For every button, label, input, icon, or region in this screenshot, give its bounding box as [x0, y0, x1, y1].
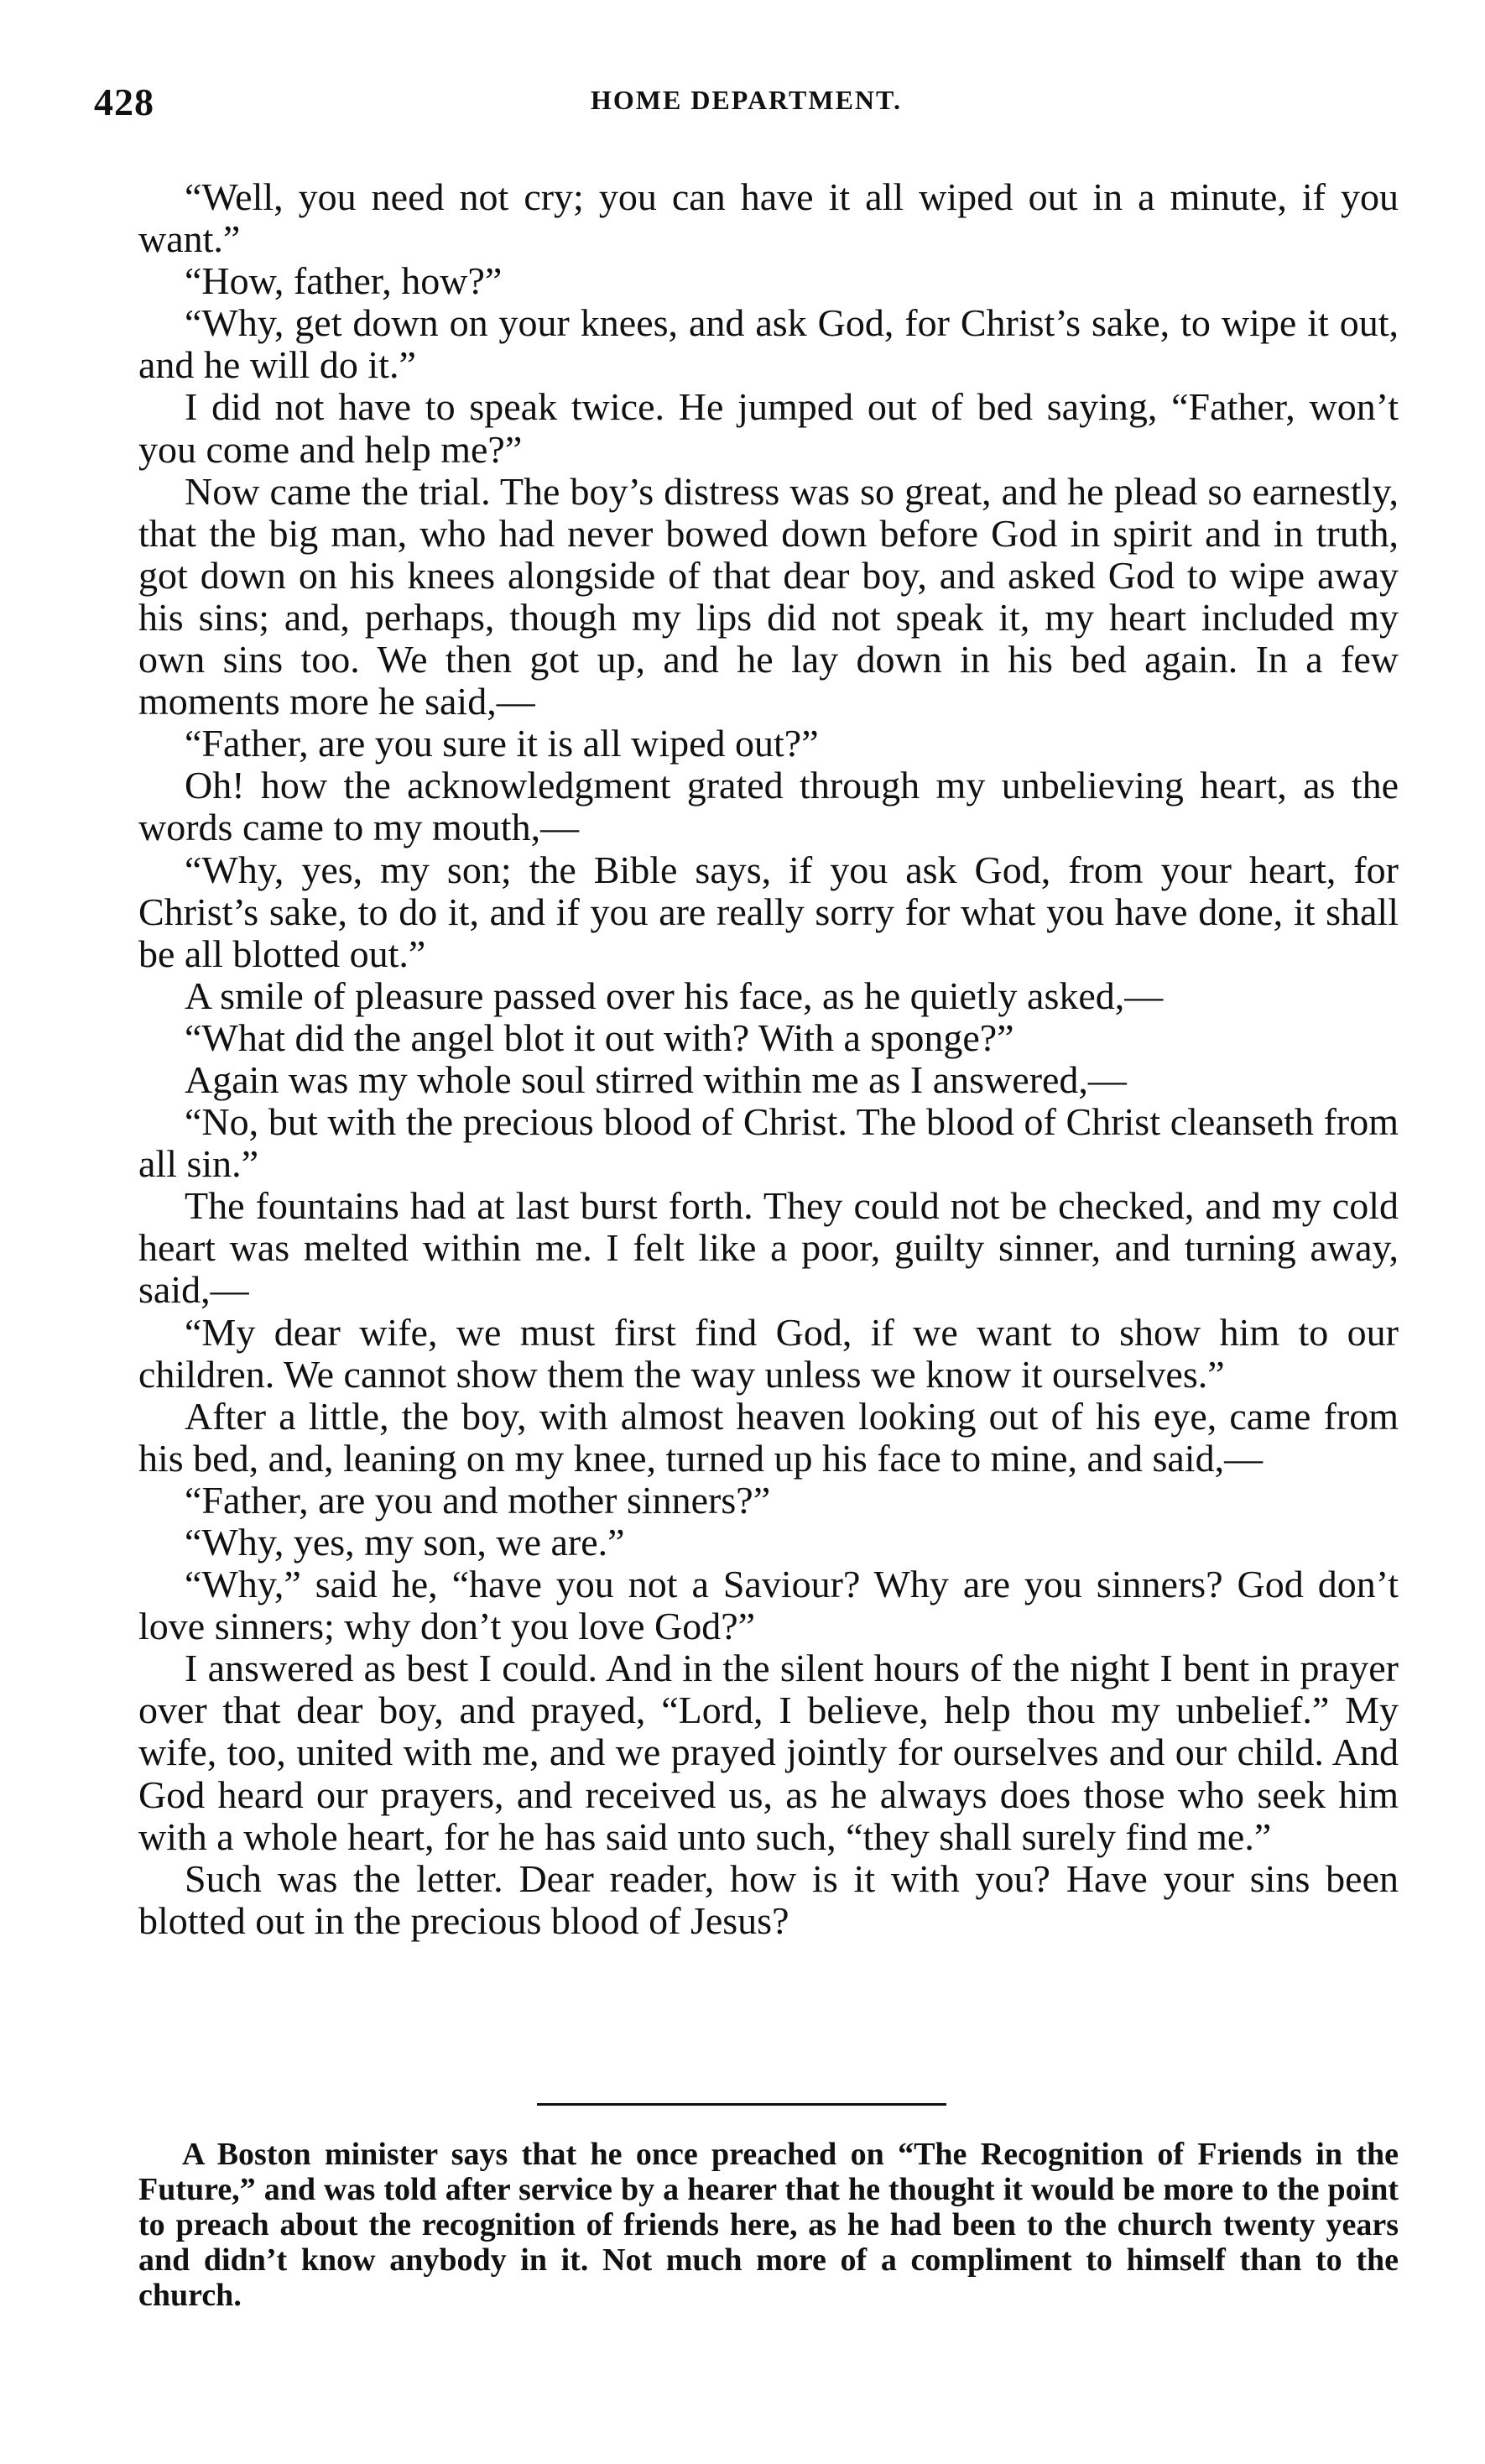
paragraph: “Why, yes, my son, we are.”: [185, 1521, 625, 1563]
running-title: HOME DEPARTMENT.: [590, 85, 902, 115]
paragraph: “Father, are you and mother sinners?”: [185, 1478, 771, 1522]
page-header: [94, 80, 1399, 130]
paragraph: After a little, the boy, with almost heaven looking out of his eye, came from his bed, and, leaning on my knee, turned up his face to mine, and said,—: [138, 1394, 1399, 1480]
paragraph: “What did the angel blot it out with? With a sponge?”: [185, 1015, 1014, 1059]
paragraph: I answered as best I could. And in the silent hours of the night I bent in prayer over that dear boy, and prayed, “Lord, I believe, help thou my unbelief.” My wife, too, united with me, and we prayed jointly for ourselves and our child. And God heard our prayers, and received us, as he always does those who seek him with a whole heart, for he has said unto such, “they shall surely find me.”: [138, 1647, 1399, 1858]
section-divider: [537, 2103, 946, 2106]
paragraph: I did not have to speak twice. He jumped out of bed saying, “Father, won’t you come and help me?”: [138, 385, 1399, 471]
paragraph: “Father, are you sure it is all wiped out?”: [185, 722, 819, 765]
paragraph: Now came the trial. The boy’s distress was so great, and he plead so earnestly, that the big man, who had never bowed down before God in spirit and in truth, got down on his knees alongside of that dear boy, and asked God to wipe away his sins; and, perhaps, though my lips did not speak it, my heart included my own sins too. We then got up, and he lay down in his bed again. In a few moments more he said,—: [138, 469, 1399, 723]
paragraph: Again was my whole soul stirred within me as I answered,—: [185, 1057, 1127, 1101]
paragraph: “Why,” said he, “have you not a Saviour? Why are you sinners? God don’t love sinners; why don’t you love God?”: [138, 1563, 1399, 1648]
paragraph: “How, father, how?”: [185, 259, 503, 303]
paragraph: A smile of pleasure passed over his face, as he quietly asked,—: [185, 974, 1164, 1017]
footnote: [138, 2137, 1399, 2313]
paragraph: “No, but with the precious blood of Christ. The blood of Christ cleanseth from all sin.”: [138, 1100, 1399, 1186]
paragraph: The fountains had at last burst forth. They could not be checked, and my cold heart was melted within me. I felt like a poor, guilty sinner, and turning away, said,—: [138, 1184, 1399, 1312]
paragraph: “My dear wife, we must first find God, if we want to show him to our children. We cannot show them the way unless we know it ourselves.”: [138, 1310, 1399, 1396]
footnote-text: A Boston minister says that he once preached on “The Recognition of Friends in the Future,” and was told after service by a hearer that he thought it would be more to the point to preach about the recognition of friends here, as he had been to the church twenty years and didn’t know anybody in it. Not much more of a compliment to himself than to the church.: [138, 2137, 1399, 2313]
paragraph: Such was the letter. Dear reader, how is it with you? Have your sins been blotted out in the precious blood of Jesus?: [138, 1856, 1399, 1942]
paragraph: Oh! how the acknowledgment grated through my unbelieving heart, as the words came to my mouth,—: [138, 764, 1399, 849]
paragraph: “Well, you need not cry; you can have it all wiped out in a minute, if you want.”: [138, 175, 1399, 261]
paragraph: “Why, yes, my son; the Bible says, if you ask God, from your heart, for Christ’s sake, to do it, and if you are really sorry for what you have done, it shall be all blotted out.”: [138, 848, 1399, 975]
body-text: [138, 176, 1399, 1942]
paragraph: “Why, get down on your knees, and ask God, for Christ’s sake, to wipe it out, and he will do it.”: [138, 301, 1399, 387]
page-number: 428: [94, 81, 154, 123]
